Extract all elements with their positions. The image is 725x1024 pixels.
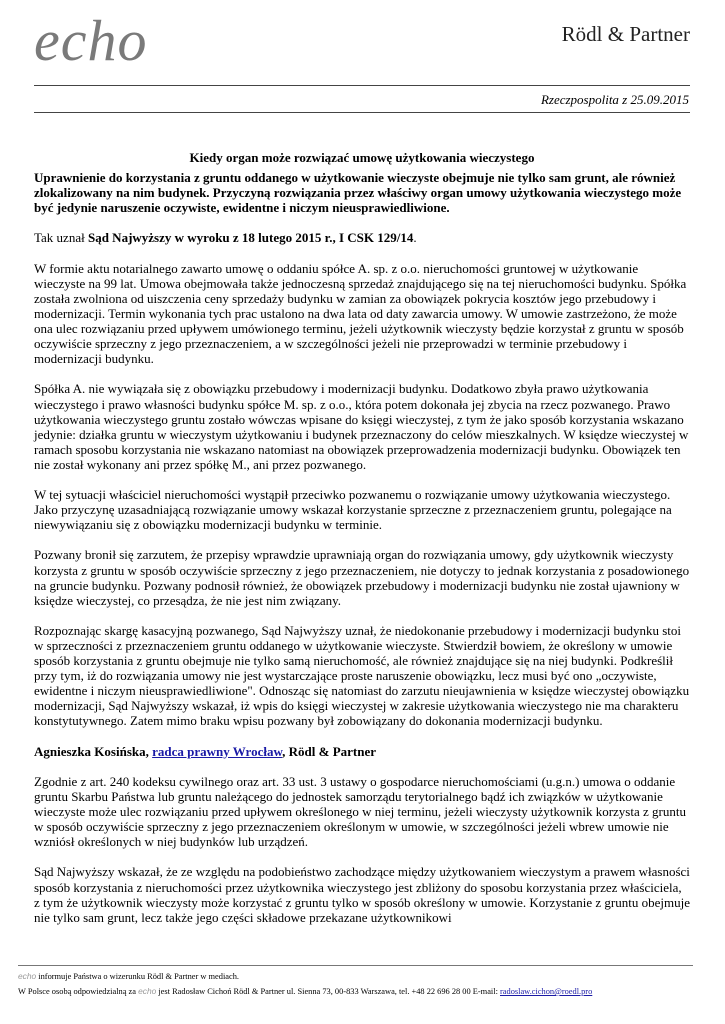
footer-echo-logo-2: echo xyxy=(138,986,157,996)
article-lead: Uprawnienie do korzystania z gruntu oddanego w użytkowanie wieczyste obejmuje nie tylko sam grunt, ale również zlokalizowany na nim budynek. Przyczyną rozwiązania przez właściwy organ umowy użytkowania wieczystego może być jedynie naruszenie oczywiste, ewidentne i niczym nieusprawiedliwione. xyxy=(34,170,682,216)
author-firm: , Rödl & Partner xyxy=(282,743,377,759)
source-rule xyxy=(34,112,690,113)
paragraph-3: W tej sytuacji właściciel nieruchomości wystąpił przeciwko pozwanemu o rozwiązanie umowy użytkowania wieczystego. Jako przyczynę uzasadniającą rozwiązanie umowy wskazał korzystanie sprzeczne z przeznaczeniem gruntu, polegające na niewywiązaniu się z obowiązku modernizacji budynku w terminie. xyxy=(34,487,672,533)
footer-rule xyxy=(18,965,693,966)
footer xyxy=(18,965,693,999)
commentary-paragraph-2: Sąd Najwyższy wskazał, że ze względu na podobieństwo zachodzące między użytkowaniem wieczystym a prawem własności sposób korzystania z nieruchomości przez użytkownika wieczystego jest zbliżony do sposobu korzystania przez właściciela, z tym że użytkownik wieczysty może korzystać z gruntu tylko w sposób określony w umowie. Korzystanie z gruntu obejmuje nie tylko sam grunt, lecz także jego części składowe przekazane użytkownikowi xyxy=(34,864,690,925)
footer-line-2 xyxy=(18,984,693,999)
author-name: Agnieszka Kosińska xyxy=(34,743,146,759)
footer-line-1 xyxy=(18,969,693,984)
footer-echo-logo: echo xyxy=(18,971,37,981)
footer-info: informuje Państwa o wizerunku Rödl & Partner w mediach. xyxy=(36,972,239,981)
ruling-suffix: . xyxy=(413,230,417,246)
header-rule xyxy=(34,85,690,86)
footer-email-link[interactable]: radoslaw.cichon@roedl.pro xyxy=(500,987,593,996)
ruling-reference: Sąd Najwyższy w wyroku z 18 lutego 2015 r., I CSK 129/14 xyxy=(87,230,414,246)
ruling-line xyxy=(34,230,690,245)
paragraph-4: Pozwany bronił się zarzutem, że przepisy wprawdzie uprawniają organ do rozwiązania umowy, gdy użytkownik wieczysty korzysta z gruntu w sposób oczywiście sprzeczny z jego przeznaczeniem, nie dotyczy to jednak korzystania z posadowionego na gruncie budynku. Pozwany podnosił również, że obowiązek przebudowy i modernizacji budynku nie został ujawniony w księdze wieczystej, co przesądza, że nie jest nim związany. xyxy=(34,547,690,608)
brand-name: Rödl & Partner xyxy=(561,22,690,46)
footer-contact: jest Radosław Cichoń Rödl & Partner ul. Sienna 73, 00-833 Warszawa, tel. +48 22 696 28 00 E-mail: xyxy=(156,987,500,996)
echo-logo: echo xyxy=(34,8,148,73)
footer-contact-prefix: W Polsce osobą odpowiedzialną za xyxy=(18,987,139,996)
source-line: Rzeczpospolita z 25.09.2015 xyxy=(540,92,689,107)
paragraph-5: Rozpoznając skargę kasacyjną pozwanego, Sąd Najwyższy uznał, że niedokonanie przebudowy i modernizacji budynku stoi w sprzeczności z przeznaczeniem gruntu oddanego w użytkowanie wieczyste. Stwierdził bowiem, że określony w umowie sposób korzystania z gruntu obejmuje nie tylko samą nieruchomość, ale również znajdujące się na niej budynki. Podkreślił przy tym, iż do rozwiązania umowy nie jest wystarczające proste naruszenie obowiązku, lecz musi być ono „oczywiste, ewidentne i niczym nieusprawiedliwione". Odnosząc się natomiast do zarzutu nieujawnienia w księdze wieczystej obowiązku modernizacji, Sąd Najwyższy wskazał, iż wpis do księgi wieczystej w zakresie użytkowania wieczystego nie ma charakteru konstytutywnego. Zatem mimo braku wpisu pozwany był zobowiązany do dokonania modernizacji budynku. xyxy=(34,622,690,729)
masthead xyxy=(34,8,690,88)
author-line xyxy=(34,744,690,759)
paragraph-2: Spółka A. nie wywiązała się z obowiązku przebudowy i modernizacji budynku. Dodatkowo zbyła prawo użytkowania wieczystego i prawo własności budynku spółce M. sp. z o.o., która potem dokonała jej zbycia na rzecz pozwanego. Prawo użytkowania wieczystego gruntu zostało wówczas wpisane do księgi wieczystej, z tym że jako sposób korzystania wskazano jedynie: działka gruntu w wieczystym użytkowaniu i budynek przeznaczony do celów mieszkalnych. W księdze wieczystej w ramach sposobu korzystania nie wskazano natomiast na obowiązek przeprowadzenia modernizacji budynku. Obowiązek ten nie został wykonany ani przez spółkę M., ani przez pozwanego. xyxy=(34,381,689,472)
ruling-prefix: Tak uznał xyxy=(34,230,88,246)
paragraph-1: W formie aktu notarialnego zawarto umowę o oddaniu spółce A. sp. z o.o. nieruchomości gruntowej w użytkowanie wieczyste na 99 lat. Umowa obejmowała także jednoczesną sprzedaż znajdującego się na tej nieruchomości budynku. Spółka została zwolniona od uiszczenia ceny sprzedaży budynku w zamian za obowiązek pokrycia kosztów jego przebudowy i modernizacji. Termin wykonania tych prac ustalono na dwa lata od daty zawarcia umowy. W umowie zastrzeżono, że może ona ulec rozwiązaniu przed upływem umówionego terminu, jeżeli użytkownik wieczysty będzie korzystał z gruntu w sposób oczywiście sprzeczny z jego przeznaczeniem, a w szczególności jeżeli nie przeprowadzi w terminie przebudowy i modernizacji budynku. xyxy=(34,260,687,367)
author-separator: , xyxy=(145,743,153,759)
author-profile-link[interactable]: radca prawny Wrocław xyxy=(152,743,283,759)
article-title: Kiedy organ może rozwiązać umowę użytkowania wieczystego xyxy=(189,150,535,165)
article-body xyxy=(34,150,690,940)
commentary-paragraph-1: Zgodnie z art. 240 kodeksu cywilnego oraz art. 33 ust. 3 ustawy o gospodarce nieruchomościami (u.g.n.) umowa o oddanie gruntu Skarbu Państwa lub gruntu należącego do jednostek samorządu terytorialnego bądź ich związków w użytkowanie wieczyste może ulec rozwiązaniu przed upływem określonego w niej terminu, jeżeli wieczysty użytkownik korzysta z gruntu w sposób oczywiście sprzeczny z jego przeznaczeniem określonym w umowie, w szczególności jeżeli wbrew umowie nie wzniósł określonych w niej budynków lub urządzeń. xyxy=(34,773,686,850)
